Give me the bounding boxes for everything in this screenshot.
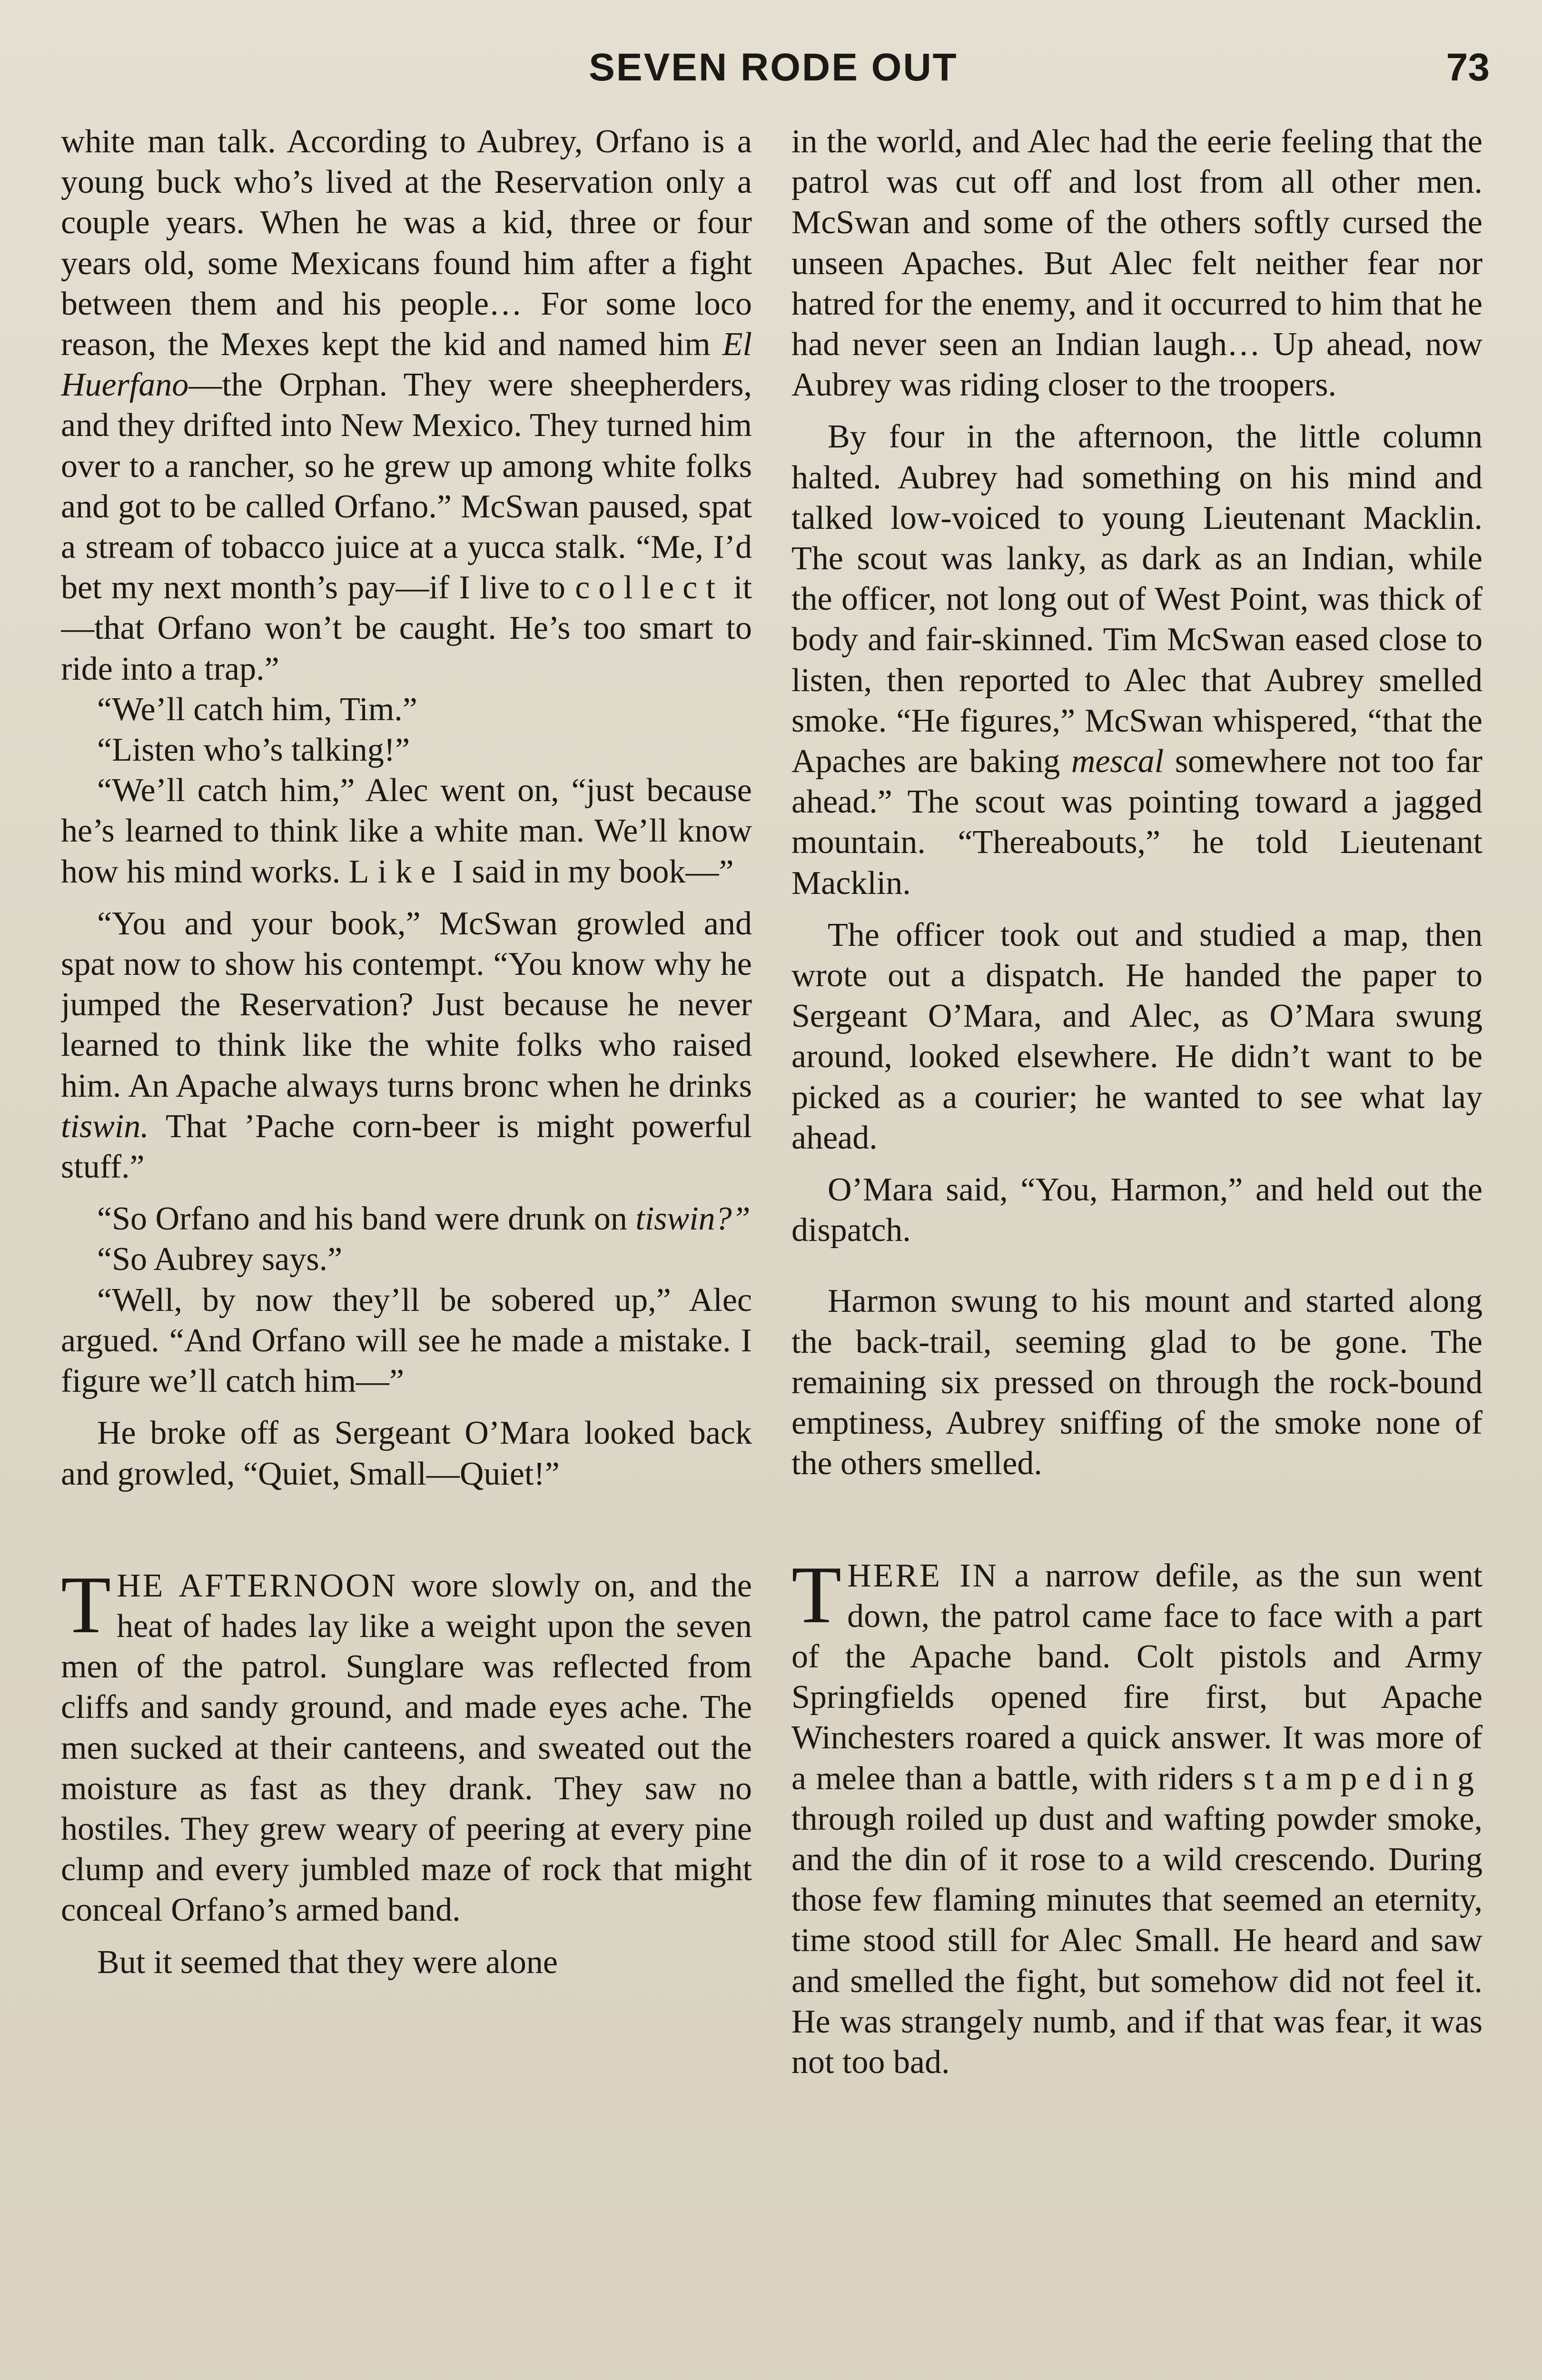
drop-cap: T: [61, 1559, 111, 1650]
page-header: [57, 45, 1490, 102]
paragraph: “So Orfano and his band were drunk on tiswin?”: [97, 1200, 751, 1238]
paragraph: “So Aubrey says.”: [97, 1241, 343, 1278]
paragraph: white man talk. According to Aubrey, Orfano is a young buck who’s lived at the Reservation only a couple years. When he was a kid, three or four years old, some Mexicans found him after a fight between them and his people… For some loco reason, the Mexes kept the kid and named him El Huerfano—the Orphan. They were sheepherders, and they drifted into New Mexico. They turned him over to a rancher, so he grew up among white folks and got to be called Orfano.” McSwan paused, spat a stream of tobacco juice at a yucca stalk. “Me, I’d bet my next month’s pay—if I live to collect it—that Orfano won’t be caught. He’s too smart to ride into a trap.”: [61, 123, 752, 687]
paragraph: “Listen who’s talking!”: [97, 732, 410, 769]
paragraph: O’Mara said, “You, Harmon,” and held out the dispatch.: [791, 1171, 1483, 1249]
right-column: [791, 121, 1483, 2380]
paragraph: “You and your book,” McSwan growled and spat now to show his contempt. “You know why he jumped the Reservation? Just because he never learned to think like the white folks who raised him. An Apache always turns bronc when he drinks tiswin. That ’Pache corn-beer is might powerful stuff.”: [61, 905, 752, 1186]
paragraph: in the world, and Alec had the eerie feeling that the patrol was cut off and lost from all other men. McSwan and some of the others softly cursed the unseen Apaches. But Alec felt neither fear nor hatred for the enemy, and it occurred to him that he had never seen an Indian laugh… Up ahead, now Aubrey was riding closer to the troopers.: [791, 123, 1483, 404]
drop-cap: T: [791, 1549, 842, 1640]
section-opening-paragraph: THE AFTERNOON wore slowly on, and the heat of hades lay like a weight upon the seven men of the patrol. Sunglare was reflected from cliffs and sandy ground, and made eyes ache. The men sucked at their canteens, and sweated out the moisture as fast as they drank. They saw no hostiles. They grew weary of peering at every pine clump and every jumbled maze of rock that might conceal Orfano’s armed band.: [61, 1559, 752, 1929]
paragraph: But it seemed that they were alone: [97, 1944, 558, 1981]
paragraph: “We’ll catch him, Tim.”: [97, 691, 417, 728]
page-number: 73: [1446, 46, 1490, 89]
left-column: [61, 121, 752, 2380]
running-title: SEVEN RODE OUT: [589, 46, 958, 89]
paragraph: “Well, by now they’ll be sobered up,” Alec argued. “And Orfano will see he made a mistake. I figure we’ll catch him—”: [61, 1281, 752, 1400]
paragraph: He broke off as Sergeant O’Mara looked back and growled, “Quiet, Small—Quiet!”: [61, 1415, 752, 1492]
paragraph: “We’ll catch him,” Alec went on, “just because he’s learned to think like a white man. We’ll know how his mind works. Like I said in my book—”: [61, 772, 752, 890]
paragraph: Harmon swung to his mount and started along the back-trail, seeming glad to be gone. The remaining six pressed on through the rock-bound emptiness, Aubrey sniffing of the smoke none of the others smelled.: [791, 1283, 1483, 1482]
section-opening-paragraph: THERE IN a narrow defile, as the sun went down, the patrol came face to face with a part of the Apache band. Colt pistols and Army Springfields opened fire first, but Apache Winchesters roared a quick answer. It was more of a melee than a battle, with riders stampeding through roiled up dust and wafting powder smoke, and the din of it rose to a wild crescendo. During those few flaming minutes that seemed an eternity, time stood still for Alec Small. He heard and saw and smelled the fight, but somehow did not feel it. He was strangely numb, and if that was fear, it was not too bad.: [791, 1549, 1483, 2081]
paragraph: By four in the afternoon, the little column halted. Aubrey had something on his mind and talked low-voiced to young Lieutenant Macklin. The scout was lanky, as dark as an Indian, while the officer, not long out of West Point, was thick of body and fair-skinned. Tim McSwan eased close to listen, then reported to Alec that Aubrey smelled smoke. “He figures,” McSwan whispered, “that the Apaches are baking mescal somewhere not too far ahead.” The scout was pointing toward a jagged mountain. “Thereabouts,” he told Lieutenant Macklin.: [791, 418, 1483, 902]
paragraph: The officer took out and studied a map, then wrote out a dispatch. He handed the paper to Sergeant O’Mara, and Alec, as O’Mara swung around, looked elsewhere. He didn’t want to be picked as a courier; he wanted to see what lay ahead.: [791, 916, 1483, 1156]
